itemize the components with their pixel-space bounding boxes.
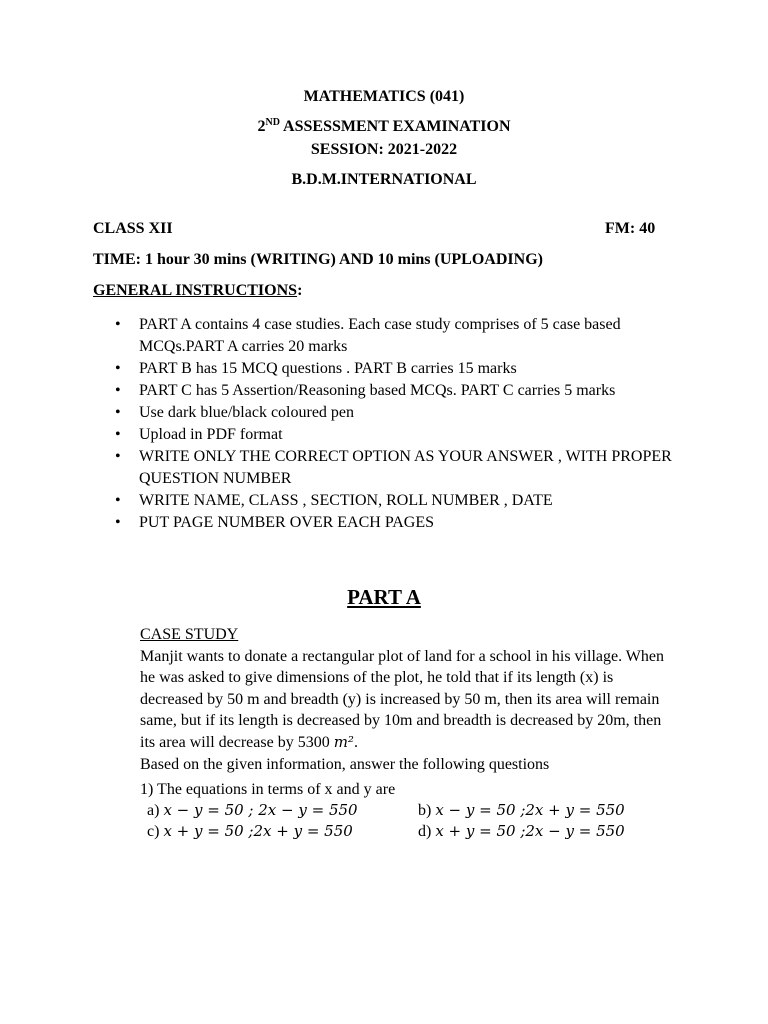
instructions-heading	[93, 282, 302, 300]
instruction-item: • PUT PAGE NUMBER OVER EACH PAGES	[93, 512, 693, 534]
full-marks: FM: 40	[605, 220, 656, 237]
option-c	[147, 822, 353, 841]
option-b-label: b)	[418, 802, 432, 819]
exam-ordinal: 2	[257, 118, 266, 135]
instructions-heading-text: GENERAL INSTRUCTIONS	[93, 282, 298, 299]
case-study	[140, 624, 680, 775]
time-info: TIME: 1 hour 30 mins (WRITING) AND 10 mins (UPLOADING)	[93, 251, 543, 268]
case-study-text	[140, 646, 680, 754]
instruction-item: • PART A contains 4 case studies. Each case study comprises of 5 case based MCQs.PART A carries 20 marks	[93, 314, 693, 358]
option-c-label: c)	[147, 823, 160, 840]
instruction-item: • WRITE NAME, CLASS , SECTION, ROLL NUMBER , DATE	[93, 490, 693, 512]
subject-title: MATHEMATICS (041)	[303, 88, 465, 105]
instruction-item: • WRITE ONLY THE CORRECT OPTION AS YOUR ANSWER , WITH PROPER QUESTION NUMBER	[93, 446, 693, 490]
option-a-label: a)	[147, 802, 160, 819]
case-study-period: .	[353, 733, 358, 751]
exam-title-text: ASSESSMENT EXAMINATION	[279, 118, 511, 135]
question-1-stem: 1) The equations in terms of x and y are	[140, 781, 396, 798]
option-d	[418, 822, 625, 841]
part-a-title-text: PART A	[347, 585, 421, 609]
instruction-item: • PART C has 5 Assertion/Reasoning based MCQs. PART C carries 5 marks	[93, 380, 693, 402]
option-a	[147, 801, 358, 820]
case-study-label	[140, 624, 680, 646]
option-a-equation: x − y = 50 ; 2x − y = 550	[163, 801, 358, 819]
option-b-equation: x − y = 50 ;2x + y = 550	[435, 801, 625, 819]
option-d-equation: x + y = 50 ;2x − y = 550	[435, 822, 625, 840]
exam-ordinal-suffix: ND	[265, 117, 280, 128]
option-d-label: d)	[418, 823, 432, 840]
instructions-list	[93, 314, 693, 534]
option-b	[418, 801, 625, 820]
session-title: SESSION: 2021-2022	[310, 141, 458, 158]
part-a-title	[0, 585, 768, 610]
school-name: B.D.M.INTERNATIONAL	[291, 171, 477, 188]
case-study-follow: Based on the given information, answer the following questions	[140, 755, 550, 773]
exam-title	[0, 118, 768, 136]
instructions-heading-colon: :	[297, 282, 303, 299]
case-study-label-text: CASE STUDY	[140, 626, 239, 643]
instruction-item: • PART B has 15 MCQ questions . PART B carries 15 marks	[93, 358, 693, 380]
class-label: CLASS XII	[93, 220, 173, 237]
area-unit: m²	[333, 732, 354, 751]
instruction-item: • Upload in PDF format	[93, 424, 693, 446]
case-study-body: Manjit wants to donate a rectangular plot of land for a school in his village. When he was asked to give dimensions of the plot, he told that if its length (x) is decreased by 50 m and breadth (y) is increased by 50 m, then its area will remain same, but if its length is decreased by 10m and breadth is decreased by 20m, then its area will decrease by 5300	[140, 647, 665, 751]
instruction-item: • Use dark blue/black coloured pen	[93, 402, 693, 424]
option-c-equation: x + y = 50 ;2x + y = 550	[163, 822, 353, 840]
